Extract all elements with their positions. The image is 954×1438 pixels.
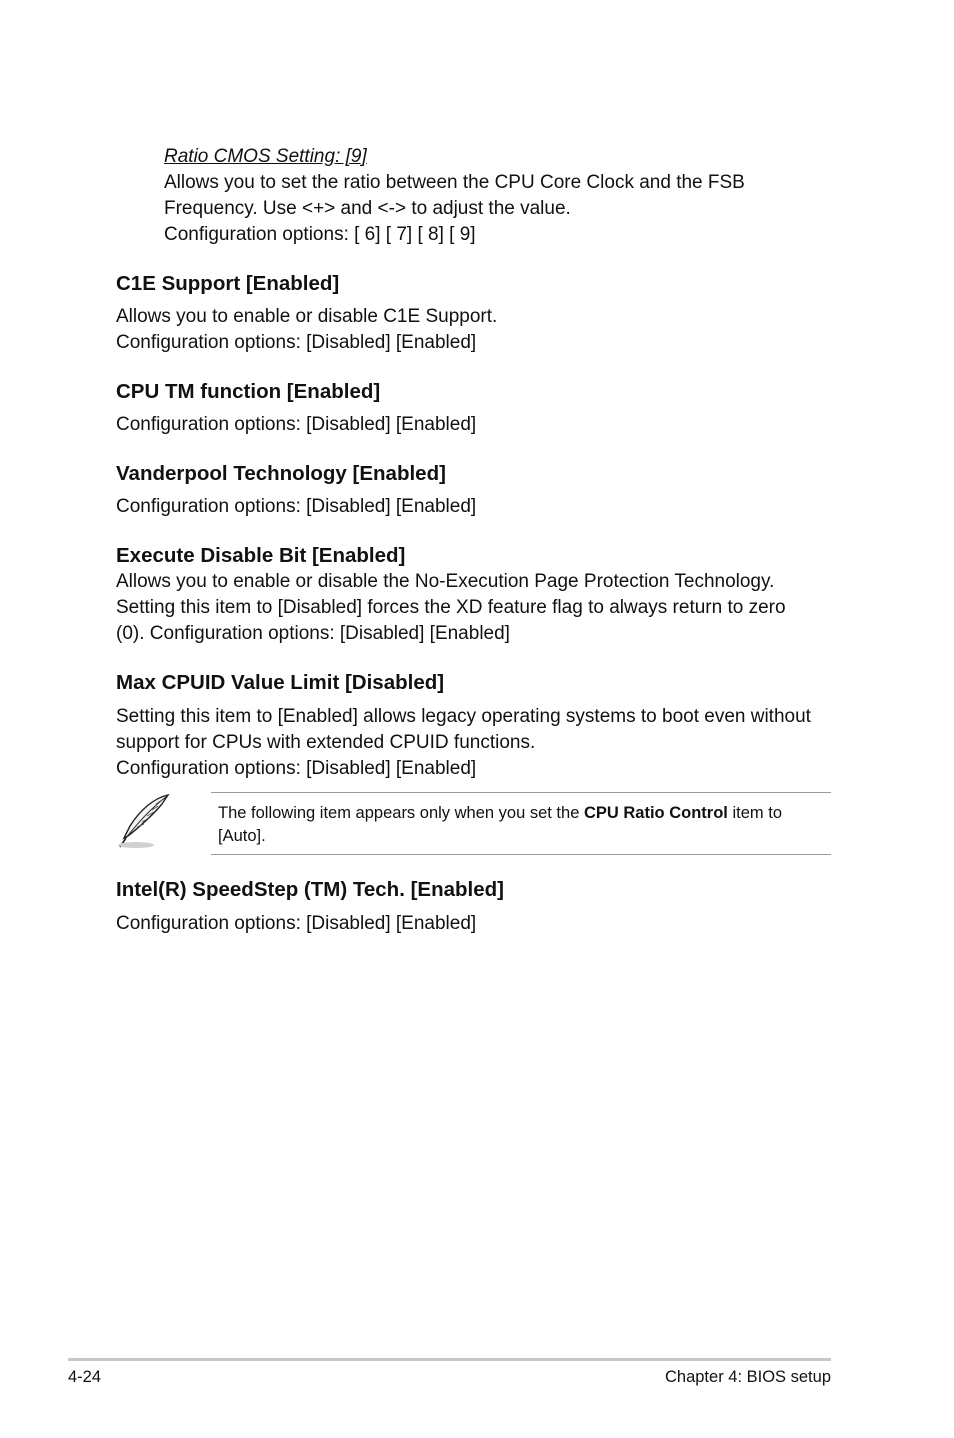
section-line: Configuration options: [Disabled] [Enabled]: [116, 414, 477, 435]
section-intel-speedstep: [116, 877, 836, 937]
section-line: Allows you to enable or disable the No-Execution Page Protection Technology.: [116, 571, 775, 592]
ratio-cmos-line-3: Configuration options: [ 6] [ 7] [ 8] [ 9]: [164, 224, 476, 245]
ratio-cmos-title: Ratio CMOS Setting: [9]: [164, 146, 367, 167]
section-heading: C1E Support [Enabled]: [116, 272, 340, 295]
section-line: Setting this item to [Enabled] allows legacy operating systems to boot even without: [116, 706, 811, 727]
section-heading: CPU TM function [Enabled]: [116, 380, 381, 403]
note-text-after: item to: [727, 804, 782, 822]
section-line: Setting this item to [Disabled] forces the XD feature flag to always return to zero: [116, 597, 786, 618]
ratio-cmos-line-1: Allows you to set the ratio between the CPU Core Clock and the FSB: [164, 172, 745, 193]
section-execute-disable-bit: [116, 543, 836, 647]
chapter-title: Chapter 4: BIOS setup: [664, 1368, 831, 1386]
section-line: Configuration options: [Disabled] [Enabled]: [116, 332, 477, 353]
section-cpu-tm-function: [116, 379, 836, 438]
ratio-cmos-setting: [164, 144, 844, 248]
note-text-line2: [Auto].: [218, 827, 266, 845]
note-text: [218, 802, 823, 848]
section-line: (0). Configuration options: [Disabled] [Enabled]: [116, 623, 510, 644]
section-line: Configuration options: [Disabled] [Enabled]: [116, 913, 477, 934]
section-heading: Execute Disable Bit [Enabled]: [116, 544, 406, 567]
note-callout: [116, 792, 831, 855]
ratio-cmos-line-2: Frequency. Use <+> and <-> to adjust the value.: [164, 198, 571, 219]
note-text-bold: CPU Ratio Control: [583, 804, 728, 822]
footer-divider: [68, 1358, 831, 1361]
section-max-cpuid-value-limit: [116, 670, 836, 782]
section-heading: Vanderpool Technology [Enabled]: [116, 462, 446, 485]
section-heading: Intel(R) SpeedStep (TM) Tech. [Enabled]: [116, 878, 504, 901]
note-text-before: The following item appears only when you set the: [218, 804, 584, 822]
section-c1e-support: [116, 271, 836, 356]
section-vanderpool-technology: [116, 461, 836, 520]
section-line: support for CPUs with extended CPUID functions.: [116, 732, 536, 753]
feather-pen-icon: [116, 792, 172, 850]
note-box: [211, 792, 831, 855]
section-line: Configuration options: [Disabled] [Enabled]: [116, 496, 477, 517]
section-line: Configuration options: [Disabled] [Enabled]: [116, 758, 477, 779]
section-line: Allows you to enable or disable C1E Support.: [116, 306, 498, 327]
section-heading: Max CPUID Value Limit [Disabled]: [116, 671, 445, 694]
page-number: 4-24: [68, 1368, 102, 1386]
